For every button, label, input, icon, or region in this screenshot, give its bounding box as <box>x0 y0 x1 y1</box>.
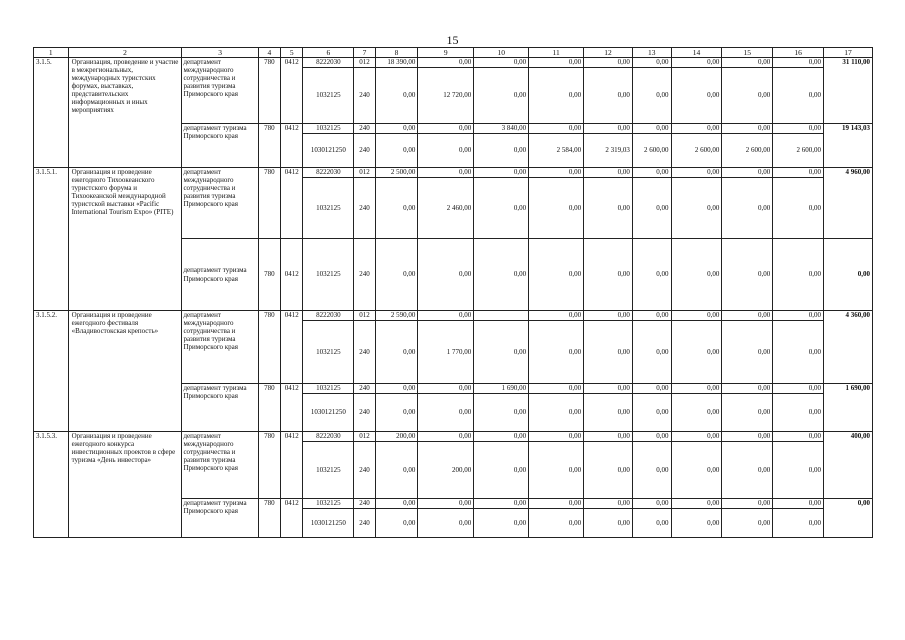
amount-cell: 0,00 <box>375 239 418 311</box>
gr-code-cell: 780 <box>258 239 280 311</box>
amount-cell: 0,00 <box>474 394 529 432</box>
amount-cell: 0,00 <box>722 124 773 134</box>
amount-cell: 0,00 <box>671 58 722 68</box>
amount-cell: 0,00 <box>722 394 773 432</box>
amount-cell: 0,00 <box>671 509 722 538</box>
gr-code-cell: 780 <box>258 58 280 124</box>
budget-table <box>33 47 873 538</box>
amount-cell: 0,00 <box>722 168 773 178</box>
amount-cell: 0,00 <box>375 68 418 124</box>
executor-cell: департамент туризма Приморского края <box>182 239 258 311</box>
amount-cell: 0,00 <box>722 178 773 239</box>
amount-cell: 0,00 <box>584 442 633 499</box>
amount-cell: 0,00 <box>584 499 633 509</box>
amount-cell: 0,00 <box>529 384 584 394</box>
amount-cell: 0,00 <box>474 168 529 178</box>
section-number: 3.1.5. <box>34 58 69 168</box>
amount-cell: 0,00 <box>671 178 722 239</box>
total-cell: 4 360,00 <box>824 311 873 384</box>
section-name: Организация, проведение и участие в межрегиональных, международных туристских форумах, выставках, представительских информационных и иных мероприятиях <box>68 58 182 168</box>
amount-cell: 0,00 <box>722 58 773 68</box>
total-cell: 0,00 <box>824 239 873 311</box>
amount-cell: 2 600,00 <box>773 134 824 168</box>
amount-cell: 0,00 <box>474 442 529 499</box>
amount-cell: 0,00 <box>418 124 474 134</box>
total-cell: 400,00 <box>824 432 873 499</box>
amount-cell: 0,00 <box>722 432 773 442</box>
amount-cell: 1 690,00 <box>474 384 529 394</box>
amount-cell: 0,00 <box>632 68 671 124</box>
amount-cell: 0,00 <box>671 311 722 321</box>
amount-cell: 0,00 <box>632 442 671 499</box>
amount-cell: 0,00 <box>418 311 474 321</box>
amount-cell: 0,00 <box>773 239 824 311</box>
column-header: 5 <box>281 48 303 58</box>
amount-cell: 0,00 <box>722 384 773 394</box>
amount-cell: 0,00 <box>722 442 773 499</box>
amount-cell: 0,00 <box>584 124 633 134</box>
amount-cell: 0,00 <box>722 68 773 124</box>
amount-cell: 0,00 <box>375 178 418 239</box>
target-article-cell: 1030121250 <box>303 394 354 432</box>
amount-cell: 0,00 <box>418 499 474 509</box>
target-article-cell: 1032125 <box>303 321 354 384</box>
section-code-cell: 0412 <box>281 384 303 432</box>
amount-cell: 0,00 <box>375 394 418 432</box>
amount-cell: 0,00 <box>584 432 633 442</box>
column-header: 6 <box>303 48 354 58</box>
amount-cell: 0,00 <box>773 442 824 499</box>
amount-cell: 0,00 <box>474 134 529 168</box>
amount-cell: 0,00 <box>375 124 418 134</box>
expense-type-cell: 240 <box>354 442 375 499</box>
gr-code-cell: 780 <box>258 499 280 538</box>
gr-code-cell: 780 <box>258 384 280 432</box>
expense-type-cell: 240 <box>354 509 375 538</box>
amount-cell: 0,00 <box>773 178 824 239</box>
amount-cell: 0,00 <box>418 394 474 432</box>
page-number: 15 <box>446 33 459 47</box>
amount-cell: 0,00 <box>773 321 824 384</box>
amount-cell: 0,00 <box>529 168 584 178</box>
column-header: 12 <box>584 48 633 58</box>
gr-code-cell: 780 <box>258 168 280 239</box>
gr-code-cell: 780 <box>258 311 280 384</box>
executor-cell: департамент международного сотрудничества и развития туризма Приморского края <box>182 168 258 239</box>
amount-cell: 0,00 <box>529 394 584 432</box>
amount-cell: 0,00 <box>474 239 529 311</box>
column-header: 8 <box>375 48 418 58</box>
amount-cell: 0,00 <box>584 68 633 124</box>
table-row <box>34 311 873 321</box>
column-header: 14 <box>671 48 722 58</box>
target-article-cell: 8222030 <box>303 58 354 68</box>
amount-cell: 0,00 <box>529 58 584 68</box>
amount-cell: 0,00 <box>632 311 671 321</box>
amount-cell: 0,00 <box>773 58 824 68</box>
amount-cell: 2 460,00 <box>418 178 474 239</box>
expense-type-cell: 240 <box>354 321 375 384</box>
amount-cell: 0,00 <box>375 384 418 394</box>
amount-cell: 0,00 <box>375 321 418 384</box>
amount-cell: 3 840,00 <box>474 124 529 134</box>
gr-code-cell: 780 <box>258 432 280 499</box>
amount-cell: 0,00 <box>375 442 418 499</box>
executor-cell: департамент международного сотрудничества и развития туризма Приморского края <box>182 58 258 124</box>
total-cell: 1 690,00 <box>824 384 873 432</box>
header-row <box>34 48 873 58</box>
amount-cell: 0,00 <box>671 321 722 384</box>
amount-cell: 0,00 <box>671 432 722 442</box>
column-header: 13 <box>632 48 671 58</box>
expense-type-cell: 240 <box>354 178 375 239</box>
column-header: 9 <box>418 48 474 58</box>
section-number: 3.1.5.1. <box>34 168 69 311</box>
amount-cell: 18 390,00 <box>375 58 418 68</box>
amount-cell: 0,00 <box>529 178 584 239</box>
amount-cell: 0,00 <box>671 168 722 178</box>
executor-cell: департамент международного сотрудничества и развития туризма Приморского края <box>182 311 258 384</box>
target-article-cell: 8222030 <box>303 168 354 178</box>
amount-cell: 0,00 <box>584 239 633 311</box>
amount-cell <box>474 311 529 321</box>
amount-cell: 2 319,03 <box>584 134 633 168</box>
amount-cell: 12 720,00 <box>418 68 474 124</box>
expense-type-cell: 240 <box>354 384 375 394</box>
amount-cell: 0,00 <box>773 311 824 321</box>
amount-cell: 2 584,00 <box>529 134 584 168</box>
amount-cell: 0,00 <box>529 432 584 442</box>
amount-cell: 0,00 <box>418 509 474 538</box>
expense-type-cell: 240 <box>354 124 375 134</box>
amount-cell: 0,00 <box>671 124 722 134</box>
column-header: 11 <box>529 48 584 58</box>
amount-cell: 0,00 <box>375 499 418 509</box>
target-article-cell: 1032125 <box>303 384 354 394</box>
expense-type-cell: 012 <box>354 168 375 178</box>
amount-cell: 0,00 <box>529 124 584 134</box>
amount-cell: 0,00 <box>722 239 773 311</box>
amount-cell: 0,00 <box>671 239 722 311</box>
amount-cell: 0,00 <box>671 384 722 394</box>
target-article-cell: 1032125 <box>303 239 354 311</box>
amount-cell: 1 770,00 <box>418 321 474 384</box>
executor-cell: департамент международного сотрудничества и развития туризма Приморского края <box>182 432 258 499</box>
executor-cell: департамент туризма Приморского края <box>182 499 258 538</box>
expense-type-cell: 240 <box>354 134 375 168</box>
amount-cell: 0,00 <box>584 509 633 538</box>
amount-cell: 0,00 <box>474 178 529 239</box>
table-row <box>34 168 873 178</box>
amount-cell: 0,00 <box>474 321 529 384</box>
amount-cell: 0,00 <box>584 321 633 384</box>
total-cell: 0,00 <box>824 499 873 538</box>
expense-type-cell: 240 <box>354 239 375 311</box>
section-code-cell: 0412 <box>281 311 303 384</box>
amount-cell: 0,00 <box>722 509 773 538</box>
total-cell: 4 960,00 <box>824 168 873 239</box>
amount-cell: 0,00 <box>671 499 722 509</box>
amount-cell: 0,00 <box>632 321 671 384</box>
amount-cell: 0,00 <box>474 499 529 509</box>
amount-cell: 0,00 <box>474 432 529 442</box>
amount-cell: 0,00 <box>529 239 584 311</box>
expense-type-cell: 240 <box>354 68 375 124</box>
target-article-cell: 1032125 <box>303 442 354 499</box>
total-cell: 19 143,03 <box>824 124 873 168</box>
amount-cell: 0,00 <box>529 311 584 321</box>
amount-cell: 2 600,00 <box>671 134 722 168</box>
amount-cell: 0,00 <box>632 394 671 432</box>
amount-cell: 0,00 <box>632 509 671 538</box>
amount-cell: 0,00 <box>418 58 474 68</box>
section-number: 3.1.5.2. <box>34 311 69 432</box>
target-article-cell: 8222030 <box>303 432 354 442</box>
amount-cell: 0,00 <box>474 58 529 68</box>
amount-cell: 0,00 <box>773 168 824 178</box>
column-header: 2 <box>68 48 182 58</box>
amount-cell: 2 590,00 <box>375 311 418 321</box>
amount-cell: 0,00 <box>375 134 418 168</box>
amount-cell: 0,00 <box>671 394 722 432</box>
section-code-cell: 0412 <box>281 124 303 168</box>
column-header: 4 <box>258 48 280 58</box>
amount-cell: 0,00 <box>584 58 633 68</box>
amount-cell: 0,00 <box>773 432 824 442</box>
amount-cell: 200,00 <box>375 432 418 442</box>
amount-cell: 0,00 <box>418 432 474 442</box>
column-header: 3 <box>182 48 258 58</box>
section-code-cell: 0412 <box>281 239 303 311</box>
amount-cell: 0,00 <box>632 499 671 509</box>
amount-cell: 0,00 <box>671 68 722 124</box>
amount-cell: 0,00 <box>632 168 671 178</box>
column-header: 16 <box>773 48 824 58</box>
expense-type-cell: 240 <box>354 499 375 509</box>
section-number: 3.1.5.3. <box>34 432 69 538</box>
amount-cell: 0,00 <box>375 509 418 538</box>
amount-cell: 0,00 <box>773 68 824 124</box>
amount-cell: 0,00 <box>773 394 824 432</box>
target-article-cell: 1030121250 <box>303 509 354 538</box>
section-name: Организация и проведение ежегодного Тихоокеанского туристского форума и Тихоокеанской международной туристской выставки «Pacific International Tourism Expo» (PITE) <box>68 168 182 311</box>
total-cell: 31 110,00 <box>824 58 873 124</box>
amount-cell: 0,00 <box>632 384 671 394</box>
amount-cell: 0,00 <box>418 384 474 394</box>
table-row <box>34 58 873 68</box>
amount-cell: 0,00 <box>773 384 824 394</box>
section-name: Организация и проведение ежегодного конкурса инвестиционных проектов в сфере туризма «День инвестора» <box>68 432 182 538</box>
amount-cell: 0,00 <box>529 321 584 384</box>
column-header: 1 <box>34 48 69 58</box>
section-code-cell: 0412 <box>281 432 303 499</box>
column-header: 10 <box>474 48 529 58</box>
amount-cell: 0,00 <box>632 178 671 239</box>
amount-cell: 0,00 <box>418 134 474 168</box>
expense-type-cell: 012 <box>354 311 375 321</box>
target-article-cell: 8222030 <box>303 311 354 321</box>
section-code-cell: 0412 <box>281 168 303 239</box>
executor-cell: департамент туризма Приморского края <box>182 384 258 432</box>
amount-cell: 0,00 <box>722 321 773 384</box>
column-header: 7 <box>354 48 375 58</box>
amount-cell: 0,00 <box>529 509 584 538</box>
amount-cell: 2 600,00 <box>722 134 773 168</box>
amount-cell: 0,00 <box>632 58 671 68</box>
amount-cell: 0,00 <box>671 442 722 499</box>
amount-cell: 0,00 <box>773 509 824 538</box>
amount-cell: 0,00 <box>632 239 671 311</box>
amount-cell: 0,00 <box>418 239 474 311</box>
amount-cell: 0,00 <box>584 178 633 239</box>
amount-cell: 0,00 <box>773 499 824 509</box>
amount-cell: 0,00 <box>773 124 824 134</box>
expense-type-cell: 240 <box>354 394 375 432</box>
expense-type-cell: 012 <box>354 58 375 68</box>
amount-cell: 0,00 <box>418 168 474 178</box>
section-code-cell: 0412 <box>281 499 303 538</box>
amount-cell: 0,00 <box>722 311 773 321</box>
amount-cell: 2 600,00 <box>632 134 671 168</box>
amount-cell: 0,00 <box>529 68 584 124</box>
section-code-cell: 0412 <box>281 58 303 124</box>
target-article-cell: 1030121250 <box>303 134 354 168</box>
target-article-cell: 1032125 <box>303 68 354 124</box>
section-name: Организация и проведение ежегодного фестиваля «Владивостокская крепость» <box>68 311 182 432</box>
amount-cell: 0,00 <box>474 509 529 538</box>
amount-cell: 0,00 <box>584 168 633 178</box>
amount-cell: 2 500,00 <box>375 168 418 178</box>
amount-cell: 0,00 <box>584 384 633 394</box>
table-row <box>34 432 873 442</box>
gr-code-cell: 780 <box>258 124 280 168</box>
target-article-cell: 1032125 <box>303 499 354 509</box>
column-header: 15 <box>722 48 773 58</box>
amount-cell: 0,00 <box>584 311 633 321</box>
amount-cell: 0,00 <box>632 432 671 442</box>
target-article-cell: 1032125 <box>303 124 354 134</box>
amount-cell: 0,00 <box>474 68 529 124</box>
amount-cell: 0,00 <box>529 499 584 509</box>
amount-cell: 0,00 <box>584 394 633 432</box>
amount-cell: 0,00 <box>529 442 584 499</box>
executor-cell: департамент туризма Приморского края <box>182 124 258 168</box>
amount-cell: 200,00 <box>418 442 474 499</box>
expense-type-cell: 012 <box>354 432 375 442</box>
column-header: 17 <box>824 48 873 58</box>
target-article-cell: 1032125 <box>303 178 354 239</box>
amount-cell: 0,00 <box>722 499 773 509</box>
amount-cell: 0,00 <box>632 124 671 134</box>
